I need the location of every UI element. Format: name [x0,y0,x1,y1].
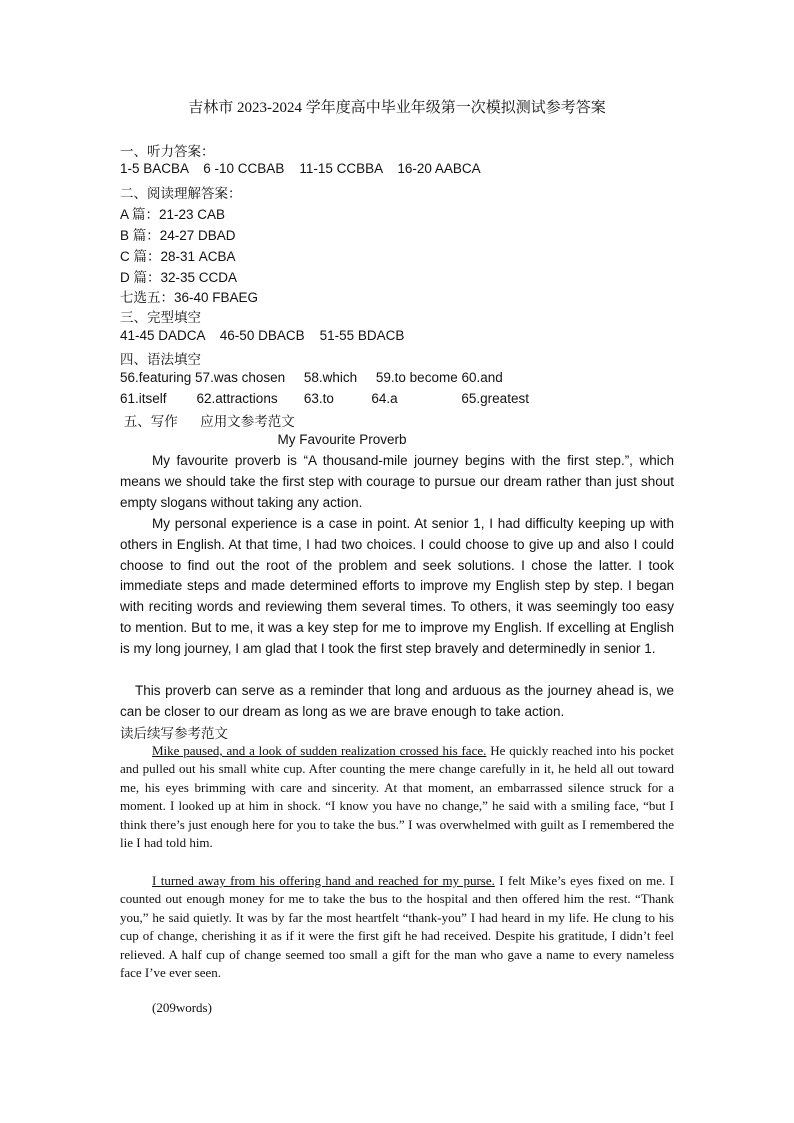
essay-title: My Favourite Proverb [277,432,407,447]
reading-c: C 篇：28-31 ACBA [120,249,236,264]
essay-paragraph-1: My favourite proverb is “A thousand-mile journey begins with the first step.”, which means we should take the first step with courage to pursue our dream rather than just shout empty slogans without taking any action. [120,453,674,510]
reading-a: A 篇：21-23 CAB [120,207,226,222]
continuation-paragraph-1 [120,742,674,852]
continuation-p2-lead: I turned away from his offering hand and reached for my purse. [152,873,495,888]
continuation-p1-lead: Mike paused, and a look of sudden realization crossed his face. [152,743,487,758]
listening-answers: 1-5 BACBA 6 -10 CCBAB 11-15 CCBBA 16-20 AABCA [120,161,481,176]
grammar-row-2: 61.itself 62.attractions 63.to 64.a 65.greatest [120,391,529,406]
continuation-heading: 读后续写参考范文 [120,726,228,741]
continuation-paragraph-2 [120,872,674,982]
reading-b: B 篇：24-27 DBAD [120,228,236,243]
continuation-p1-rest: He quickly reached into his pocket and pulled out his small white cup. After counting the mere change carefully in it, he held all out toward me, his eyes brimming with care and sincerity. At that moment, an embarrassed silence struck for a moment. I looked up at him in shock. “I know you have no change,” he said with a smiling face, “but I think there’s just enough here for you to take the bus.” I was overwhelmed with guilt as I remembered the lie I had told him. [120,743,674,851]
reading-d: D 篇：32-35 CCDA [120,270,238,285]
page-title: 吉林市 2023-2024 学年度高中毕业年级第一次模拟测试参考答案 [188,100,606,116]
word-count: (209words) [152,1000,212,1015]
reading-seven: 七选五：36-40 FBAEG [120,290,259,305]
cloze-heading: 三、完型填空 [120,310,201,325]
reading-heading: 二、阅读理解答案： [120,186,242,201]
grammar-row-1: 56.featuring 57.was chosen 58.which 59.to become 60.and [120,370,503,385]
writing-heading: 五、写作 应用文参考范文 [120,414,295,429]
cloze-answers: 41-45 DADCA 46-50 DBACB 51-55 BDACB [120,328,405,343]
essay-paragraph-3: This proverb can serve as a reminder that long and arduous as the journey ahead is, we can be closer to our dream as long as we are brave enough to take action. [120,683,674,719]
grammar-heading: 四、语法填空 [120,352,201,367]
listening-heading: 一、听力答案： [120,144,215,159]
continuation-p2-rest: I felt Mike’s eyes fixed on me. I counted out enough money for me to take the bus to the hospital and then offered him the rest. “Thank you,” he said quietly. It was by far the most heartfelt “thank-you” I had heard in my life. He clung to his cup of change, cherishing it as if it were the first gift he had received. Despite his gratitude, I didn’t feel relieved. A half cup of change seemed too small a gift for the man who gave a name to every nameless face I’ve ever seen. [120,873,674,981]
essay-paragraph-2: My personal experience is a case in point. At senior 1, I had difficulty keeping up with others in English. At that time, I had two choices. I could choose to give up and also I could choose to find out the root of the problem and seek solutions. I chose the latter. I took immediate steps and made determined efforts to improve my English step by step. I began with reciting words and reviewing them several times. To others, it was seemingly too easy to mention. But to me, it was a key step for me to improve my English. If excelling at English is my long journey, I am glad that I took the first step bravely and determinedly in senior 1. [120,516,674,656]
